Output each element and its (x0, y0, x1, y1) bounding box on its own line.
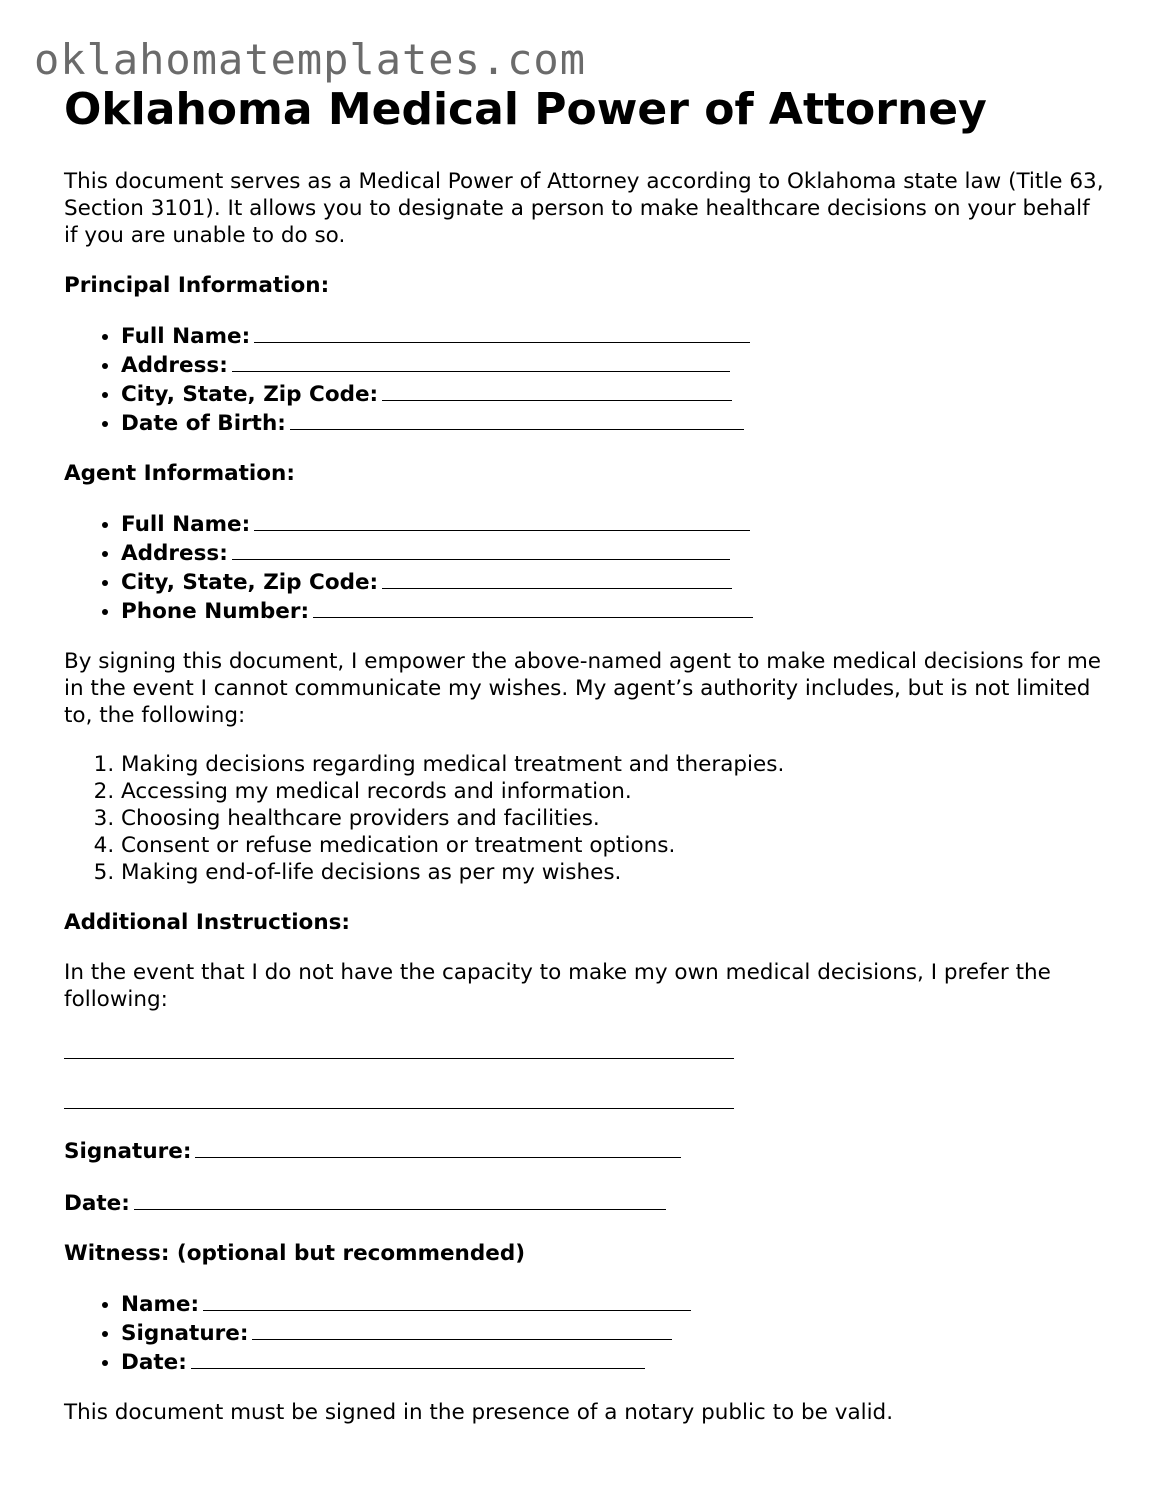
principal-fields (64, 321, 1104, 437)
witness-date-line[interactable] (191, 1347, 645, 1369)
principal-date-line[interactable] (134, 1188, 666, 1210)
power-item: 2. Accessing my medical records and information. (121, 778, 1104, 805)
instruction-line-1[interactable] (64, 1036, 734, 1059)
additional-heading: Additional Instructions: (64, 910, 351, 935)
agent-address-field: • Address: (121, 538, 1104, 567)
principal-address-field: • Address: (121, 350, 1104, 379)
signature-field: Signature: (64, 1136, 1104, 1165)
witness-signature-line[interactable] (252, 1318, 672, 1340)
agent-full-name-field: • Full Name: (121, 509, 1104, 538)
agent-heading: Agent Information: (64, 461, 295, 486)
principal-city-state-zip-field: • City, State, Zip Code: (121, 379, 1104, 408)
document-title: Oklahoma Medical Power of Attorney (64, 84, 987, 135)
power-item: 4. Consent or refuse medication or treatment options. (121, 832, 1104, 859)
agent-address-line[interactable] (232, 538, 730, 560)
site-watermark: oklahomatemplates.com (34, 35, 587, 84)
agent-city-state-zip-field: • City, State, Zip Code: (121, 567, 1104, 596)
agent-phone-field: • Phone Number: (121, 596, 1104, 625)
principal-full-name-line[interactable] (254, 321, 750, 343)
principal-city-state-zip-line[interactable] (382, 379, 732, 401)
agent-city-state-zip-line[interactable] (382, 567, 732, 589)
additional-paragraph: In the event that I do not have the capacity to make my own medical decisions, I prefer the following: (64, 960, 1051, 1012)
agent-fields (64, 509, 1104, 625)
witness-date-field: • Date: (121, 1347, 1104, 1376)
witness-fields (64, 1289, 1104, 1376)
principal-address-line[interactable] (232, 350, 730, 372)
principal-dob-line[interactable] (290, 408, 744, 430)
agent-phone-line[interactable] (313, 596, 753, 618)
witness-signature-field: • Signature: (121, 1318, 1104, 1347)
date-field: Date: (64, 1188, 1104, 1217)
power-item: 3. Choosing healthcare providers and facilities. (121, 805, 1104, 832)
witness-heading: Witness: (optional but recommended) (64, 1241, 526, 1266)
principal-full-name-field: • Full Name: (121, 321, 1104, 350)
witness-name-line[interactable] (203, 1289, 691, 1311)
document-body (64, 82, 1104, 1426)
principal-signature-line[interactable] (195, 1136, 681, 1158)
intro-paragraph: This document serves as a Medical Power of Attorney according to Oklahoma state law (Title 63, Section 3101). It allows you to designate a person to make healthcare decisions on your behalf if you are unable to do so. (64, 169, 1104, 248)
principal-dob-field: • Date of Birth: (121, 408, 1104, 437)
agent-full-name-line[interactable] (254, 509, 750, 531)
authority-paragraph: By signing this document, I empower the above-named agent to make medical decisions for me in the event I cannot communicate my wishes. My agent’s authority includes, but is not limited to, the following: (64, 649, 1101, 728)
powers-list (64, 751, 1104, 886)
power-item: 5. Making end-of-life decisions as per my wishes. (121, 859, 1104, 886)
power-item: 1. Making decisions regarding medical treatment and therapies. (121, 751, 1104, 778)
witness-name-field: • Name: (121, 1289, 1104, 1318)
notary-footer: This document must be signed in the presence of a notary public to be valid. (64, 1400, 894, 1425)
instruction-line-2[interactable] (64, 1086, 734, 1109)
principal-heading: Principal Information: (64, 273, 330, 298)
